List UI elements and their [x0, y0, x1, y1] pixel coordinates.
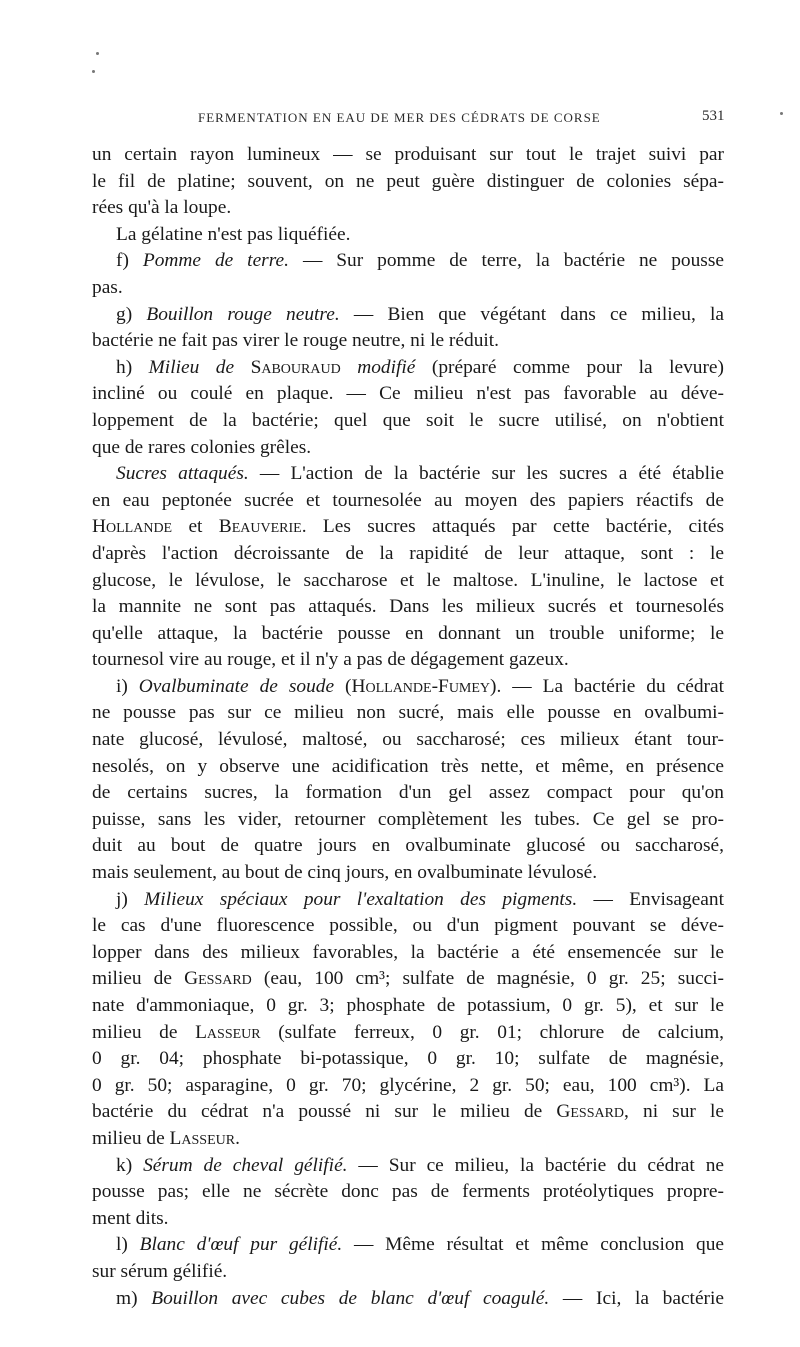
text-segment: 0 gr. 04; phosphate bi-potassique, 0 gr. 10; sulfate de magnésie, — [92, 1048, 724, 1070]
text-segment: mais seulement, au bout de cinq jours, en ovalbuminate lévulosé. — [92, 862, 598, 884]
text-segment: de certains sucres, la formation d'un gel assez compact pour qu'on — [92, 782, 724, 804]
small-caps-name: Gessard — [556, 1101, 625, 1123]
text-line — [92, 1046, 724, 1073]
small-caps-name: Gessard — [184, 968, 252, 990]
text-line — [92, 1020, 724, 1047]
italic-text: Bouillon avec cubes de blanc d'œuf coagulé. — [151, 1287, 550, 1309]
page-number: 531 — [702, 108, 725, 124]
text-segment: bactérie ne fait pas virer le rouge neutre, ni le réduit. — [92, 330, 500, 352]
text-line — [92, 169, 724, 196]
paragraph-p11 — [92, 1286, 724, 1313]
text-segment: qu'elle attaque, la bactérie pousse en donnant un trouble uniforme; le — [92, 622, 724, 644]
italic-text: Bouillon rouge neutre. — [146, 303, 340, 325]
text-segment: le fil de platine; souvent, on ne peut guère distinguer de colonies sépa- — [92, 170, 724, 192]
text-segment: nesolés, on y observe une acidification très nette, et même, en présence — [92, 755, 724, 777]
text-segment: milieu de — [92, 968, 185, 990]
small-caps-name: Beauverie — [218, 516, 302, 538]
scan-speck — [780, 112, 783, 115]
text-line — [92, 142, 724, 169]
text-segment: (préparé comme pour la levure) — [415, 356, 724, 378]
text-segment: un certain rayon lumineux — se produisant sur tout le trajet suivi par — [92, 144, 724, 165]
text-segment: puisse, sans les vider, retourner complètement les tubes. Ce gel se pro- — [92, 808, 724, 830]
running-head: FERMENTATION EN EAU DE MER DES CÉDRATS DE CORSE — [198, 110, 601, 125]
text-segment: . Les sucres attaqués par cette bactérie, cités — [301, 516, 724, 538]
paragraph-p4 — [92, 302, 724, 355]
small-caps-name: Sabouraud — [250, 356, 341, 378]
text-segment: en eau peptonée sucrée et tournesolée au moyen des papiers réactifs de — [92, 489, 724, 511]
text-segment: — Envisageant — [577, 888, 724, 910]
small-caps-name: Hollande — [92, 516, 173, 538]
text-segment: g) — [116, 303, 147, 325]
text-line — [92, 754, 724, 781]
text-segment: incliné ou coulé en plaque. — Ce milieu n'est pas favorable au déve- — [92, 383, 724, 405]
text-line — [92, 993, 724, 1020]
text-line — [92, 833, 724, 860]
text-segment: et — [172, 516, 219, 538]
text-segment: que de rares colonies grêles. — [92, 436, 312, 458]
text-segment: — L'action de la bactérie sur les sucres a été établie — [248, 463, 724, 485]
text-segment: loppement de la bactérie; quel que soit le sucre utilisé, on n'obtient — [92, 409, 724, 431]
body-text — [92, 142, 724, 1312]
small-caps-name: Hollande-Fumey — [351, 675, 491, 697]
text-line — [92, 1232, 724, 1259]
text-line — [92, 568, 724, 595]
text-line — [92, 248, 724, 275]
text-line — [92, 222, 724, 249]
text-segment: j) — [116, 888, 145, 910]
text-line — [92, 302, 724, 329]
text-line — [92, 1099, 724, 1126]
text-line — [92, 727, 724, 754]
text-line — [92, 355, 724, 382]
text-segment: h) — [116, 356, 149, 378]
text-line — [92, 860, 724, 887]
text-segment: f) — [116, 250, 143, 272]
paragraph-p7 — [92, 674, 724, 887]
paragraph-p8 — [92, 887, 724, 1153]
small-caps-name: Lasseur — [195, 1021, 261, 1043]
text-line — [92, 514, 724, 541]
text-segment: le cas d'une fluorescence possible, ou d'un pigment pouvant se déve- — [92, 915, 724, 937]
text-segment: — Ici, la bactérie — [549, 1287, 725, 1309]
text-segment: tournesol vire au rouge, et il n'y a pas de dégagement gazeux. — [92, 649, 569, 671]
text-line — [92, 621, 724, 648]
italic-text: Sucres attaqués. — [116, 463, 249, 485]
text-segment: (eau, 100 cm³; sulfate de magnésie, 0 gr. 25; succi- — [251, 968, 724, 990]
italic-text: Sérum de cheval gélifié. — [143, 1154, 348, 1176]
text-line — [92, 488, 724, 515]
italic-text: Milieux spéciaux pour l'exaltation des pigments. — [144, 888, 578, 910]
text-line — [92, 966, 724, 993]
italic-text: Ovalbuminate de soude — [138, 675, 335, 697]
text-segment: bactérie du cédrat n'a poussé ni sur le milieu de — [92, 1101, 557, 1123]
text-line — [92, 1179, 724, 1206]
text-segment: ment dits. — [92, 1207, 169, 1229]
text-line — [92, 541, 724, 568]
text-line — [92, 1126, 724, 1153]
scan-speck — [96, 52, 99, 55]
text-line — [92, 674, 724, 701]
paragraph-p9 — [92, 1153, 724, 1233]
italic-text: modifié — [340, 356, 416, 378]
italic-text: Blanc d'œuf pur gélifié. — [139, 1234, 343, 1256]
text-segment: m) — [116, 1287, 152, 1309]
text-line — [92, 700, 724, 727]
paragraph-p1 — [92, 142, 724, 222]
text-line — [92, 1073, 724, 1100]
text-segment: ( — [334, 675, 352, 697]
text-segment: 0 gr. 50; asparagine, 0 gr. 70; glycérine, 2 gr. 50; eau, 100 cm³). La — [92, 1074, 724, 1096]
text-segment: — Sur ce milieu, la bactérie du cédrat ne — [347, 1154, 724, 1176]
text-segment: l) — [116, 1234, 140, 1256]
text-line — [92, 1286, 724, 1313]
italic-text: Milieu de — [148, 356, 251, 378]
text-segment: nate d'ammoniaque, 0 gr. 3; phosphate de potassium, 0 gr. 5), et sur le — [92, 995, 724, 1016]
text-line — [92, 807, 724, 834]
text-line — [92, 913, 724, 940]
text-segment: milieu de — [92, 1021, 196, 1043]
italic-text: Pomme de terre. — [142, 250, 290, 272]
text-segment: sur sérum gélifié. — [92, 1260, 228, 1282]
text-segment: glucose, le lévulose, le saccharose et le maltose. L'inuline, le lactose et — [92, 569, 724, 591]
paragraph-p2 — [92, 222, 724, 249]
text-line — [92, 435, 724, 462]
text-segment: la mannite ne sont pas attaqués. Dans les milieux sucrés et tournesolés — [92, 596, 724, 618]
text-segment: ne pousse pas sur ce milieu non sucré, mais elle pousse en ovalbumi- — [92, 702, 724, 724]
paragraph-p6 — [92, 461, 724, 674]
text-line — [92, 940, 724, 967]
text-segment: La gélatine n'est pas liquéfiée. — [116, 223, 351, 245]
scan-speck — [92, 70, 95, 73]
text-segment: lopper dans des milieux favorables, la bactérie a été ensemencée sur le — [92, 941, 724, 963]
text-segment: pousse pas; elle ne sécrète donc pas de ferments protéolytiques propre- — [92, 1181, 724, 1203]
text-segment: — Bien que végétant dans ce milieu, la — [339, 303, 724, 325]
text-line — [92, 780, 724, 807]
text-segment: pas. — [92, 276, 123, 298]
text-line — [92, 887, 724, 914]
text-segment: rées qu'à la loupe. — [92, 197, 232, 219]
text-segment: duit au bout de quatre jours en ovalbuminate glucosé ou saccharosé, — [92, 835, 724, 857]
text-segment: — Même résultat et même conclusion que — [342, 1234, 725, 1256]
text-line — [92, 195, 724, 222]
text-segment: , ni sur le — [624, 1101, 724, 1123]
text-line — [92, 1153, 724, 1180]
text-line — [92, 328, 724, 355]
text-line — [92, 381, 724, 408]
text-line — [92, 408, 724, 435]
text-segment: i) — [116, 675, 139, 697]
text-segment: (sulfate ferreux, 0 gr. 01; chlorure de calcium, — [260, 1021, 724, 1043]
text-line — [92, 647, 724, 674]
text-segment: milieu de — [92, 1127, 170, 1149]
text-line — [92, 1206, 724, 1233]
text-segment: . — [235, 1127, 240, 1149]
text-segment: k) — [116, 1154, 144, 1176]
text-line — [92, 461, 724, 488]
text-segment: nate glucosé, lévulosé, maltosé, ou saccharosé; ces milieux étant tour- — [92, 729, 724, 751]
text-segment: ). — La bactérie du cédrat — [490, 675, 724, 697]
text-line — [92, 275, 724, 302]
text-segment: — Sur pomme de terre, la bactérie ne pousse — [289, 250, 725, 272]
text-segment: d'après l'action décroissante de la rapidité de leur attaque, sont : le — [92, 542, 724, 564]
paragraph-p10 — [92, 1232, 724, 1285]
paragraph-p3 — [92, 248, 724, 301]
text-line — [92, 1259, 724, 1286]
small-caps-name: Lasseur — [169, 1127, 236, 1149]
paragraph-p5 — [92, 355, 724, 461]
text-line — [92, 594, 724, 621]
